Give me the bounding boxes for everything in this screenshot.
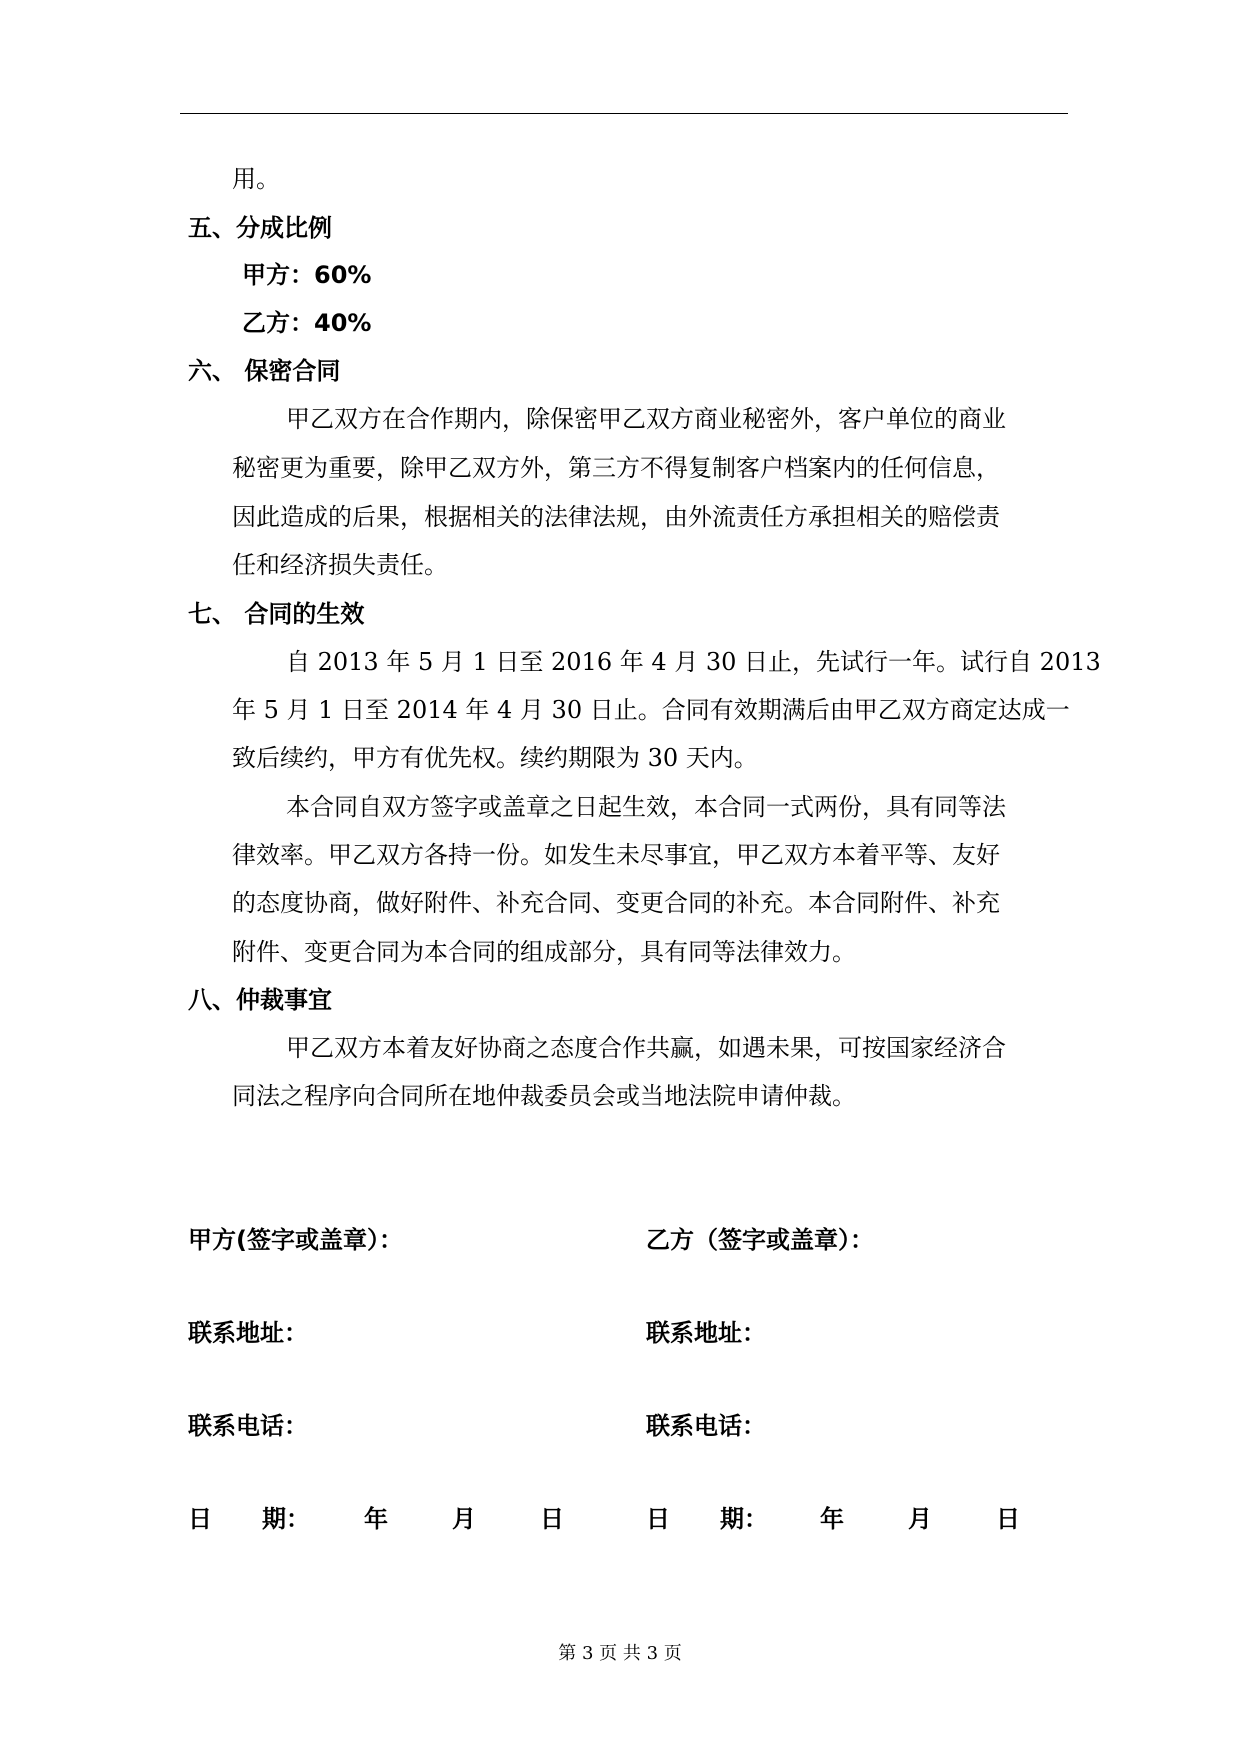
paragraph-line: 同法之程序向合同所在地仲裁委员会或当地法院申请仲裁。: [232, 1082, 856, 1110]
party-b-date-label-qi: 期：: [720, 1505, 768, 1533]
paragraph-line: 本合同自双方签字或盖章之日起生效，本合同一式两份，具有同等法: [286, 793, 1006, 821]
paragraph-line: 附件、变更合同为本合同的组成部分，具有同等法律效力。: [232, 938, 856, 966]
section-heading-8: 八、仲裁事宜: [188, 986, 332, 1014]
party-b-phone-label: 联系电话：: [646, 1412, 766, 1440]
paragraph-line: 的态度协商，做好附件、补充合同、变更合同的补充。本合同附件、补充: [232, 889, 1000, 917]
party-a-phone-label: 联系电话：: [188, 1412, 308, 1440]
section-heading-6: 六、 保密合同: [188, 357, 341, 385]
party-b-signature-label: 乙方（签字或盖章）：: [646, 1226, 874, 1254]
party-a-address-label: 联系地址：: [188, 1319, 308, 1347]
paragraph-line: 任和经济损失责任。: [232, 551, 448, 579]
party-a-date-year: 年: [364, 1505, 388, 1533]
party-a-date-label-qi: 期：: [262, 1505, 310, 1533]
ratio-party-a: 甲方：60%: [242, 261, 372, 289]
paragraph-line: 致后续约，甲方有优先权。续约期限为 30 天内。: [232, 744, 758, 772]
party-a-date-day: 日: [540, 1505, 564, 1533]
party-b-date-label-ri: 日: [646, 1505, 670, 1533]
paragraph-line: 年 5 月 1 日至 2014 年 4 月 30 日止。合同有效期满后由甲乙双方商定达成一: [232, 696, 1070, 724]
page-footer: 第 3 页 共 3 页: [558, 1643, 682, 1664]
paragraph-line: 因此造成的后果，根据相关的法律法规，由外流责任方承担相关的赔偿责: [232, 503, 1000, 531]
header-rule: [180, 113, 1068, 114]
party-a-date-label-ri: 日: [188, 1505, 212, 1533]
party-a-date-month: 月: [452, 1505, 476, 1533]
section-heading-7: 七、 合同的生效: [188, 600, 365, 628]
paragraph-line: 秘密更为重要，除甲乙双方外，第三方不得复制客户档案内的任何信息，: [232, 454, 1000, 482]
paragraph-line: 甲乙双方在合作期内，除保密甲乙双方商业秘密外，客户单位的商业: [286, 405, 1006, 433]
party-b-address-label: 联系地址：: [646, 1319, 766, 1347]
paragraph-line: 律效率。甲乙双方各持一份。如发生未尽事宜，甲乙双方本着平等、友好: [232, 841, 1000, 869]
party-b-date-day: 日: [996, 1505, 1020, 1533]
paragraph-line: 用。: [232, 165, 280, 193]
paragraph-line: 自 2013 年 5 月 1 日至 2016 年 4 月 30 日止，先试行一年。试行自 2013: [286, 648, 1101, 676]
party-b-date-year: 年: [820, 1505, 844, 1533]
ratio-party-b: 乙方：40%: [242, 309, 372, 337]
section-heading-5: 五、分成比例: [188, 214, 332, 242]
party-a-signature-label: 甲方(签字或盖章）：: [188, 1226, 403, 1254]
paragraph-line: 甲乙双方本着友好协商之态度合作共赢，如遇未果，可按国家经济合: [286, 1034, 1006, 1062]
party-b-date-month: 月: [908, 1505, 932, 1533]
